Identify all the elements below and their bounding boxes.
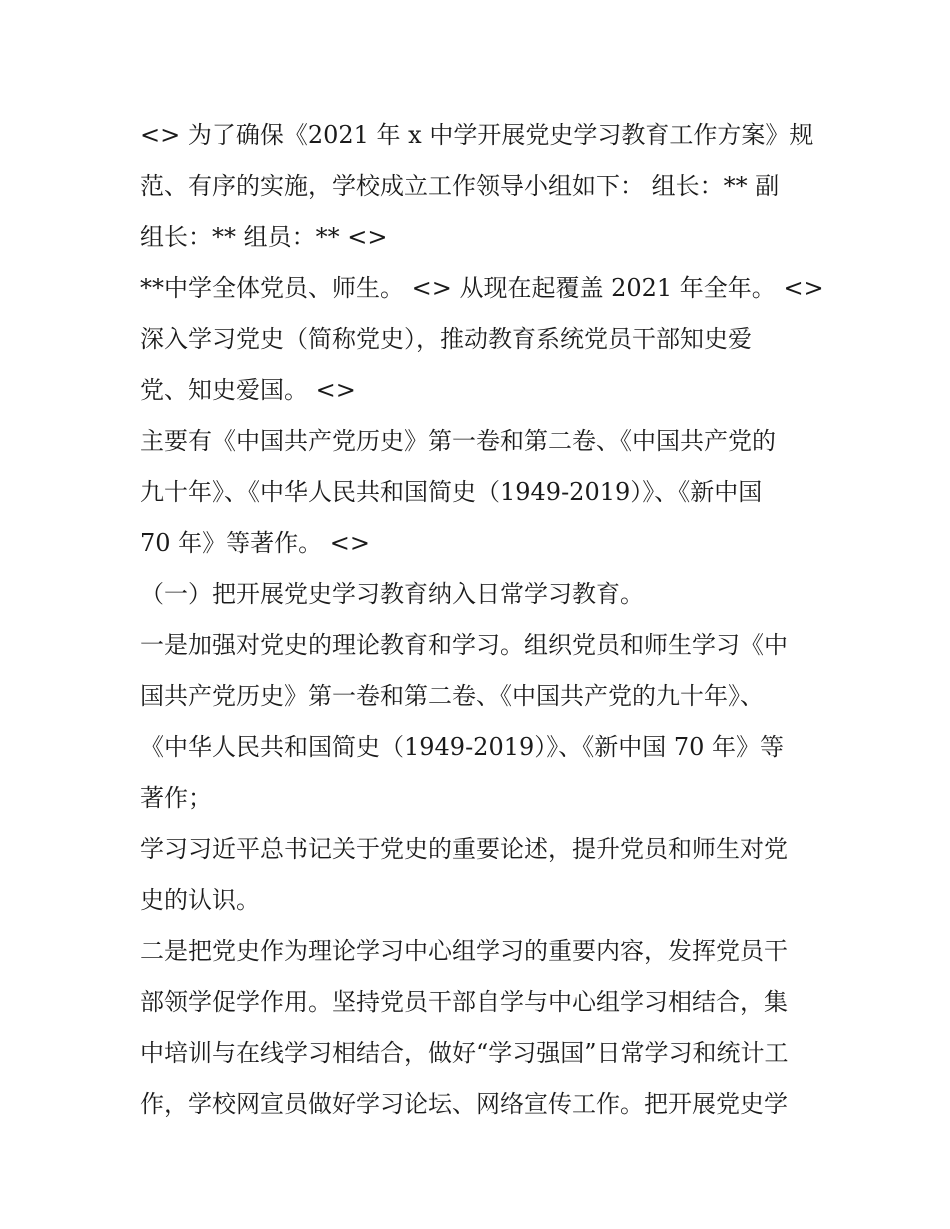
text-line: 组长：** 组员：** <> xyxy=(140,223,388,251)
text-line: 作，学校网宣员做好学习论坛、网络宣传工作。把开展党史学 xyxy=(140,1090,788,1118)
text-line: **中学全体党员、师生。 <> 从现在起覆盖 2021 年全年。 <> xyxy=(140,274,824,302)
text-line: 深入学习党史（简称党史），推动教育系统党员干部知史爱 xyxy=(140,325,752,353)
text-line: 部领学促学作用。坚持党员干部自学与中心组学习相结合，集 xyxy=(140,988,788,1016)
text-line: 范、有序的实施，学校成立工作领导小组如下： 组长：** 副 xyxy=(140,172,780,200)
text-line: 学习习近平总书记关于党史的重要论述，提升党员和师生对党 xyxy=(140,835,788,863)
text-line: 著作； xyxy=(140,784,212,812)
section-heading: （一）把开展党史学习教育纳入日常学习教育。 xyxy=(140,580,644,608)
text-line: 国共产党历史》第一卷和第二卷、《中国共产党的九十年》、 xyxy=(140,682,764,710)
text-line: 二是把党史作为理论学习中心组学习的重要内容，发挥党员干 xyxy=(140,937,788,965)
text-line: 党、知史爱国。 <> xyxy=(140,376,356,404)
text-line: 九十年》、《中华人民共和国简史（1949-2019）》、《新中国 xyxy=(140,478,763,506)
text-line: 《中华人民共和国简史（1949-2019）》、《新中国 70 年》等 xyxy=(140,733,785,761)
text-line: 主要有《中国共产党历史》第一卷和第二卷、《中国共产党的 xyxy=(140,427,776,455)
text-line: 70 年》等著作。 <> xyxy=(140,529,371,557)
text-line: 一是加强对党史的理论教育和学习。组织党员和师生学习《中 xyxy=(140,631,788,659)
text-line: 史的认识。 xyxy=(140,886,260,914)
text-line: 中培训与在线学习相结合，做好“学习强国”日常学习和统计工 xyxy=(140,1039,789,1067)
text-line: <> 为了确保《2021 年 x 中学开展党史学习教育工作方案》规 xyxy=(140,121,814,149)
document-body xyxy=(140,110,824,1130)
